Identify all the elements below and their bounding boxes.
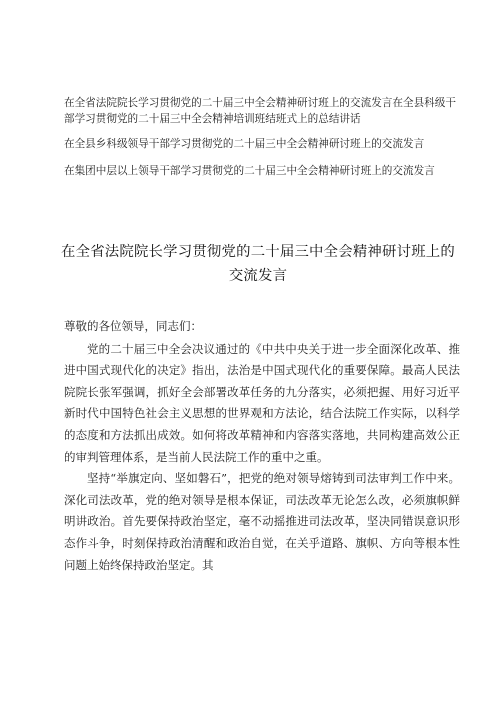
body-paragraph: 坚持“举旗定向、坚如磐石”，把党的绝对领导熔铸到司法审判工作中来。深化司法改革，党的绝对领导是根本保证，司法改革无论怎么改，必须旗帜鲜明讲政治。首先要保持政治坚定，毫不动摇推进司法改革，坚决同错误意识形态作斗争，时刻保持政治清醒和政治自觉，在关乎道路、旗帜、方向等根本性问题上始终保持政治坚定。其 <box>64 471 460 572</box>
toc-item[interactable]: 在全县乡科级领导干部学习贯彻党的二十届三中全会精神研讨班上的交流发言 <box>64 138 425 150</box>
toc-item[interactable]: 在集团中层以上领导干部学习贯彻党的二十届三中全会精神研讨班上的交流发言 <box>64 165 435 177</box>
document-title: 在全省法院院长学习贯彻党的二十届三中全会精神研讨班上的交流发言 <box>61 244 455 284</box>
salutation: 尊敬的各位领导，同志们： <box>64 319 202 333</box>
document-body <box>64 316 460 576</box>
table-of-contents <box>64 95 464 190</box>
body-paragraph: 党的二十届三中全会决议通过的《中共中央关于进一步全面深化改革、推进中国式现代化的决定》指出，法治是中国式现代化的重要保障。最高人民法院院长张军强调，抓好全会部署改革任务的九分落实，必须把握、用好习近平新时代中国特色社会主义思想的世界观和方法论，结合法院工作实际，以科学的态度和方法抓出成效。如何将改革精神和内容落实落地，共同构建高效公正的审判管理体系，是当前人民法院工作的重中之重。 <box>64 341 460 464</box>
toc-item[interactable]: 在全省法院院长学习贯彻党的二十届三中全会精神研讨班上的交流发言在全县科级干部学习贯彻党的二十届三中全会精神培训班结班式上的总结讲话 <box>64 97 456 125</box>
